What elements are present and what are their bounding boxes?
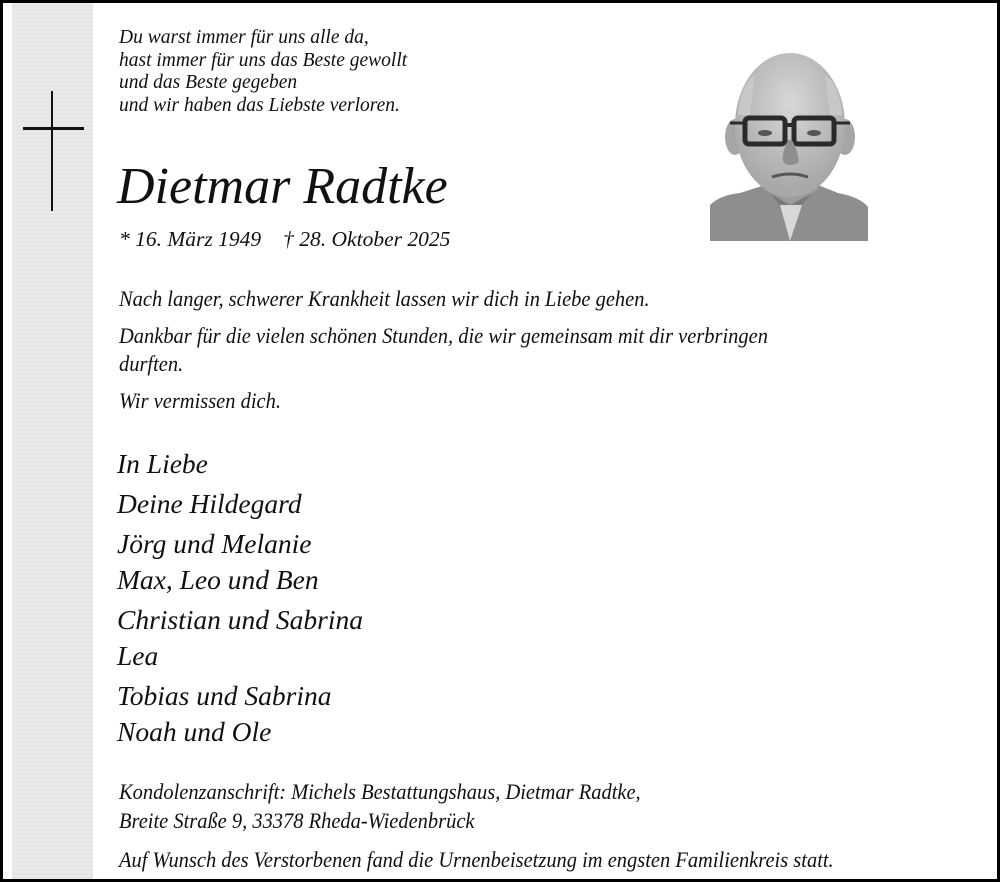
message-paragraph: durften. — [119, 351, 184, 376]
portrait-photo — [710, 45, 868, 241]
family-line: In Liebe — [117, 448, 208, 479]
family-line: Noah und Ole — [117, 716, 272, 747]
cross-icon — [51, 91, 53, 211]
death-date: † 28. Oktober 2025 — [283, 227, 451, 251]
family-signatures — [117, 446, 363, 750]
family-line: Tobias und Sabrina — [117, 680, 332, 711]
poem-line: Du warst immer für uns alle da, — [119, 27, 369, 48]
burial-note: Auf Wunsch des Verstorbenen fand die Urnenbeisetzung im engsten Familienkreis statt. — [119, 847, 834, 872]
family-line: Jörg und Melanie — [117, 528, 312, 559]
life-dates — [119, 225, 450, 253]
deceased-name: Dietmar Radtke — [117, 158, 448, 215]
family-line: Deine Hildegard — [117, 488, 302, 519]
poem — [119, 27, 407, 117]
message — [119, 285, 768, 424]
contact-line: Kondolenzanschrift: Michels Bestattungshaus, Dietmar Radtke, — [119, 779, 641, 804]
condolence-address — [119, 777, 641, 835]
family-line: Lea — [117, 640, 159, 671]
poem-line: und das Beste gegeben — [119, 72, 298, 93]
birth-date: * 16. März 1949 — [119, 227, 262, 251]
message-paragraph: Dankbar für die vielen schönen Stunden, die wir gemeinsam mit dir verbringen — [119, 323, 768, 348]
message-paragraph: Wir vermissen dich. — [119, 388, 281, 413]
portrait-photo-icon — [710, 45, 868, 241]
cross-icon-bar — [23, 127, 84, 130]
family-line: Max, Leo und Ben — [117, 564, 319, 595]
poem-line: hast immer für uns das Beste gewollt — [119, 49, 408, 71]
family-line: Christian und Sabrina — [117, 604, 364, 635]
poem-line: und wir haben das Liebste verloren. — [119, 94, 400, 116]
contact-line: Breite Straße 9, 33378 Rheda-Wiedenbrück — [119, 808, 475, 833]
message-paragraph: Nach langer, schwerer Krankheit lassen wir dich in Liebe gehen. — [119, 286, 650, 311]
